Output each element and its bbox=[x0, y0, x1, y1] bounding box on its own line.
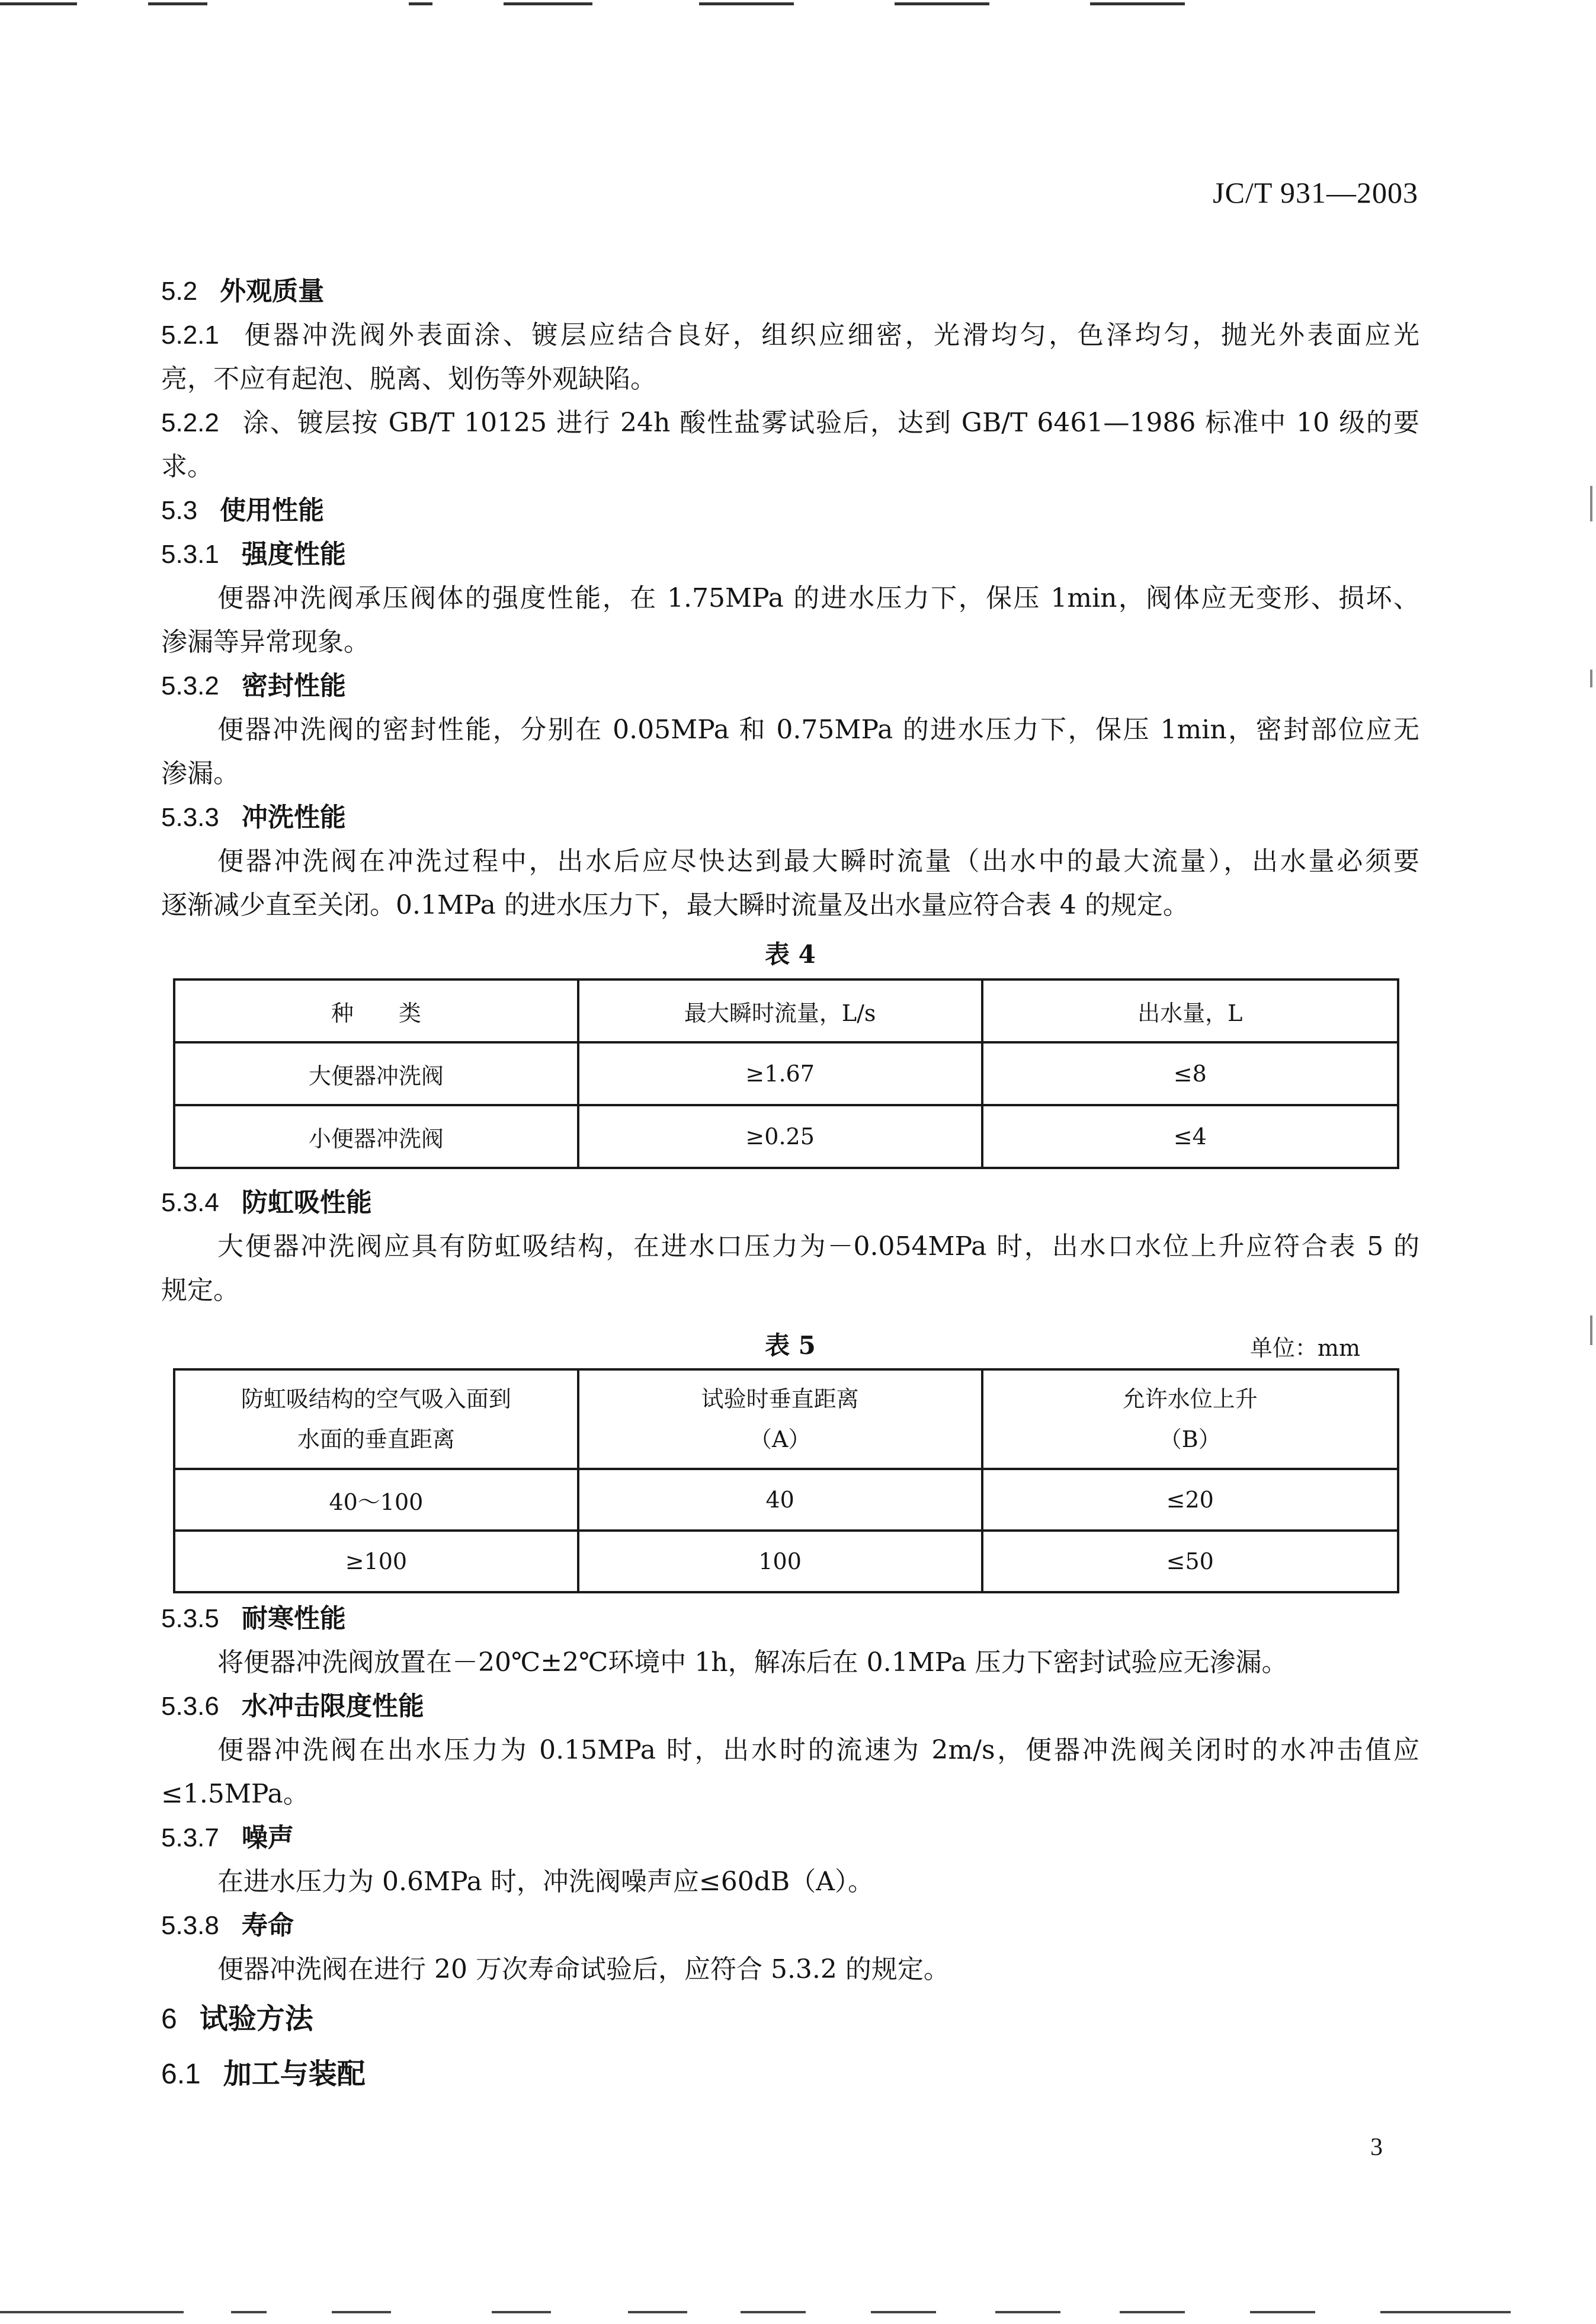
table-cell: 小便器冲洗阀 bbox=[174, 1105, 578, 1168]
table-row bbox=[174, 1531, 1398, 1592]
section-5-3-1-line-2: 渗漏等异常现象。 bbox=[161, 627, 370, 657]
table-row bbox=[174, 1042, 1398, 1105]
section-5-3-6-line-1: 便器冲洗阀在出水压力为 0.15MPa 时，出水时的流速为 2m/s，便器冲洗阀关闭时的水冲击值应 bbox=[217, 1735, 1419, 1765]
section-5-3-4-line-2: 规定。 bbox=[161, 1275, 239, 1305]
table-cell: ≤4 bbox=[982, 1105, 1398, 1168]
section-5-3-7-line-1: 在进水压力为 0.6MPa 时，冲洗阀噪声应≤60dB（A）。 bbox=[217, 1867, 874, 1897]
top-scan-edge bbox=[0, 0, 1596, 8]
page-number: 3 bbox=[1370, 2134, 1383, 2161]
table-cell: 40 bbox=[578, 1469, 982, 1531]
table-cell: ≥1.67 bbox=[578, 1042, 982, 1105]
table-5-caption-row bbox=[161, 1323, 1419, 1368]
section-5-3-1-line-1: 便器冲洗阀承压阀体的强度性能，在 1.75MPa 的进水压力下，保压 1min，阀体应无变形、损坏、 bbox=[217, 583, 1419, 613]
table-5-unit: 单位：mm bbox=[1249, 1335, 1360, 1361]
table-5 bbox=[173, 1368, 1399, 1593]
table-row bbox=[174, 1469, 1398, 1531]
section-6-heading: 6 试验方法 bbox=[161, 2002, 313, 2035]
table-5-header-row bbox=[174, 1369, 1398, 1469]
section-5-3-2-line-2: 渗漏。 bbox=[161, 758, 239, 789]
table-4-header-volume: 出水量，L bbox=[982, 979, 1398, 1042]
table-4 bbox=[173, 978, 1399, 1169]
table-4-header-type: 种 类 bbox=[174, 979, 578, 1042]
table-cell: ≤50 bbox=[982, 1531, 1398, 1592]
table-cell: ≥100 bbox=[174, 1531, 578, 1592]
section-5-3-4-heading: 5.3.4 防虹吸性能 bbox=[161, 1187, 372, 1218]
table-5-header-allowed-rise: 允许水位上升 （B） bbox=[982, 1369, 1398, 1469]
table-5-header-test-distance: 试验时垂直距离 （A） bbox=[578, 1369, 982, 1469]
table-5-caption: 表 5 bbox=[765, 1331, 816, 1360]
table-cell: ≤20 bbox=[982, 1469, 1398, 1531]
table-cell: 100 bbox=[578, 1531, 982, 1592]
section-5-3-heading: 5.3 使用性能 bbox=[161, 495, 325, 526]
section-5-3-3-heading: 5.3.3 冲洗性能 bbox=[161, 802, 346, 833]
table-cell: 大便器冲洗阀 bbox=[174, 1042, 578, 1105]
section-5-2-2-line-1: 5.2.2 涂、镀层按 GB/T 10125 进行 24h 酸性盐雾试验后，达到 GB/T 6461—1986 标准中 10 级的要 bbox=[161, 408, 1419, 438]
section-5-3-4-line-1: 大便器冲洗阀应具有防虹吸结构，在进水口压力为－0.054MPa 时，出水口水位上升应符合表 5 的 bbox=[217, 1231, 1419, 1262]
section-5-2-1-line-2: 亮，不应有起泡、脱离、划伤等外观缺陷。 bbox=[161, 364, 656, 394]
section-5-3-3-line-1: 便器冲洗阀在冲洗过程中，出水后应尽快达到最大瞬时流量（出水中的最大流量），出水量必须要 bbox=[217, 846, 1419, 876]
section-5-3-2-line-1: 便器冲洗阀的密封性能，分别在 0.05MPa 和 0.75MPa 的进水压力下，保压 1min，密封部位应无 bbox=[217, 715, 1419, 745]
bottom-scan-edge bbox=[0, 2300, 1596, 2324]
section-5-3-3-line-2: 逐渐减少直至关闭。0.1MPa 的进水压力下，最大瞬时流量及出水量应符合表 4 的规定。 bbox=[161, 890, 1189, 920]
section-5-3-7-heading: 5.3.7 噪声 bbox=[161, 1823, 294, 1853]
document-body bbox=[161, 270, 1419, 2102]
section-5-2-heading: 5.2 外观质量 bbox=[161, 276, 325, 306]
section-5-3-1-heading: 5.3.1 强度性能 bbox=[161, 539, 346, 569]
section-5-3-6-line-2: ≤1.5MPa。 bbox=[161, 1779, 309, 1809]
section-5-2-2-line-2: 求。 bbox=[161, 452, 213, 482]
section-5-3-8-heading: 5.3.8 寿命 bbox=[161, 1910, 294, 1941]
table-4-caption: 表 4 bbox=[765, 940, 816, 969]
section-5-3-8-line-1: 便器冲洗阀在进行 20 万次寿命试验后，应符合 5.3.2 的规定。 bbox=[217, 1954, 950, 1984]
section-5-3-6-heading: 5.3.6 水冲击限度性能 bbox=[161, 1691, 424, 1721]
table-cell: ≤8 bbox=[982, 1042, 1398, 1105]
section-5-2-1-line-1: 5.2.1 便器冲洗阀外表面涂、镀层应结合良好，组织应细密，光滑均匀，色泽均匀，抛光外表面应光 bbox=[161, 320, 1419, 350]
section-6-1-heading: 6.1 加工与装配 bbox=[161, 2057, 366, 2091]
document-code: JC/T 931—2003 bbox=[1213, 176, 1418, 209]
section-5-3-5-heading: 5.3.5 耐寒性能 bbox=[161, 1603, 346, 1634]
table-5-header-air-intake: 防虹吸结构的空气吸入面到 水面的垂直距离 bbox=[174, 1369, 578, 1469]
table-cell: 40～100 bbox=[174, 1469, 578, 1531]
section-5-3-5-line-1: 将便器冲洗阀放置在－20℃±2℃环境中 1h，解冻后在 0.1MPa 压力下密封试验应无渗漏。 bbox=[217, 1647, 1288, 1678]
section-5-3-2-heading: 5.3.2 密封性能 bbox=[161, 671, 346, 701]
table-row bbox=[174, 1105, 1398, 1168]
table-4-header-max-flow: 最大瞬时流量，L/s bbox=[578, 979, 982, 1042]
table-cell: ≥0.25 bbox=[578, 1105, 982, 1168]
table-4-header-row bbox=[174, 979, 1398, 1042]
